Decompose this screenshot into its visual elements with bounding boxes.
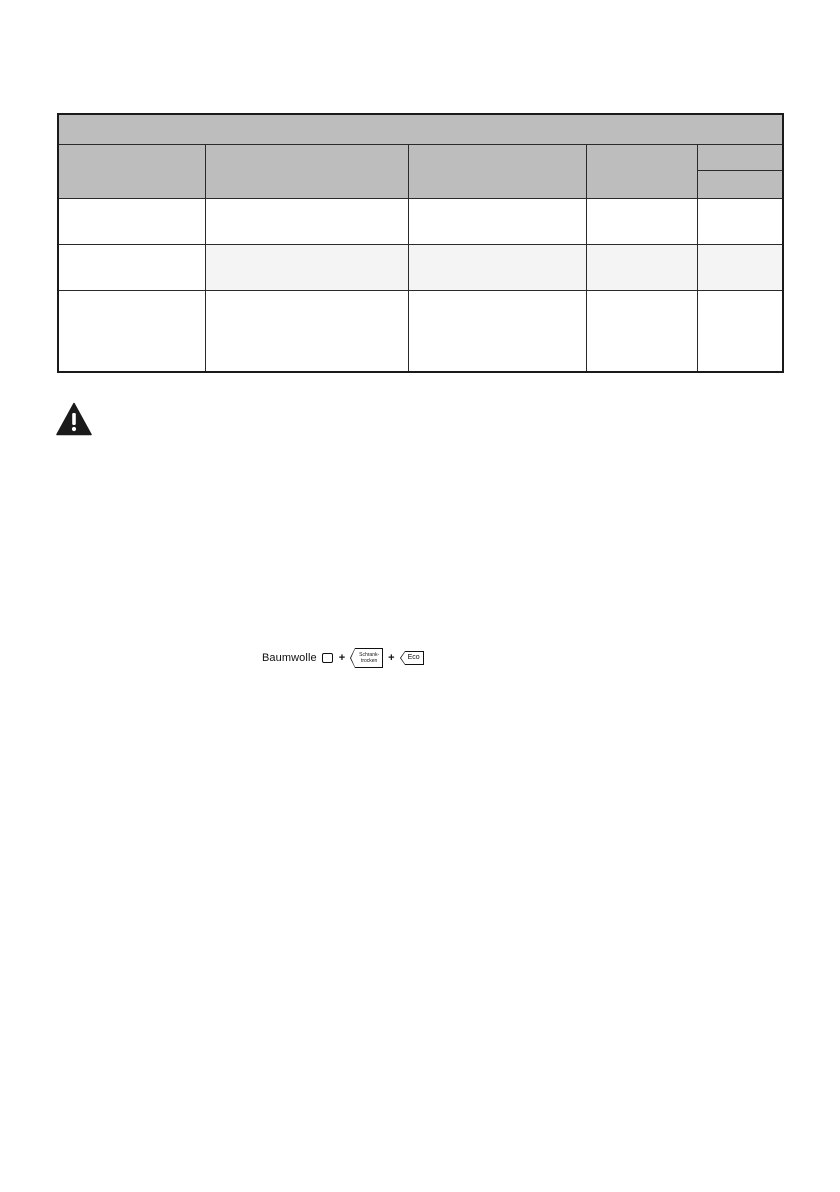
table-title-row (58, 114, 783, 145)
option-eco-button (405, 651, 424, 665)
table-header-row (58, 145, 783, 171)
table-cell (697, 291, 783, 373)
table-cell (205, 199, 408, 245)
table-cell (408, 291, 586, 373)
spec-table (57, 113, 784, 373)
spec-table-container (57, 113, 782, 373)
plus-sign: + (338, 652, 346, 664)
header-cell-5-top (697, 145, 783, 171)
option-eco-label: Eco (407, 654, 420, 661)
option-schranktrocken-button (355, 648, 383, 668)
table-cell (58, 245, 205, 291)
table-row (58, 245, 783, 291)
table-cell (697, 199, 783, 245)
header-cell-1 (58, 145, 205, 199)
program-label: Baumwolle (262, 652, 317, 664)
warning-triangle-icon (56, 402, 92, 436)
header-cell-2 (205, 145, 408, 199)
table-cell (205, 245, 408, 291)
header-cell-5-bottom (697, 171, 783, 199)
plus-sign: + (388, 652, 395, 664)
table-cell (408, 245, 586, 291)
table-cell (58, 199, 205, 245)
header-cell-3 (408, 145, 586, 199)
table-cell (205, 291, 408, 373)
table-title-cell (58, 114, 783, 145)
table-cell (408, 199, 586, 245)
option-label-line-1: Schrank- (359, 652, 380, 658)
option-label-line-2: trocken (360, 658, 378, 664)
table-cell (586, 199, 697, 245)
table-cell (586, 291, 697, 373)
table-cell (586, 245, 697, 291)
program-indicator-icon (322, 653, 333, 663)
button-sequence (262, 647, 424, 669)
table-row (58, 291, 783, 373)
table-cell (58, 291, 205, 373)
table-cell (697, 245, 783, 291)
header-cell-4 (586, 145, 697, 199)
table-row (58, 199, 783, 245)
